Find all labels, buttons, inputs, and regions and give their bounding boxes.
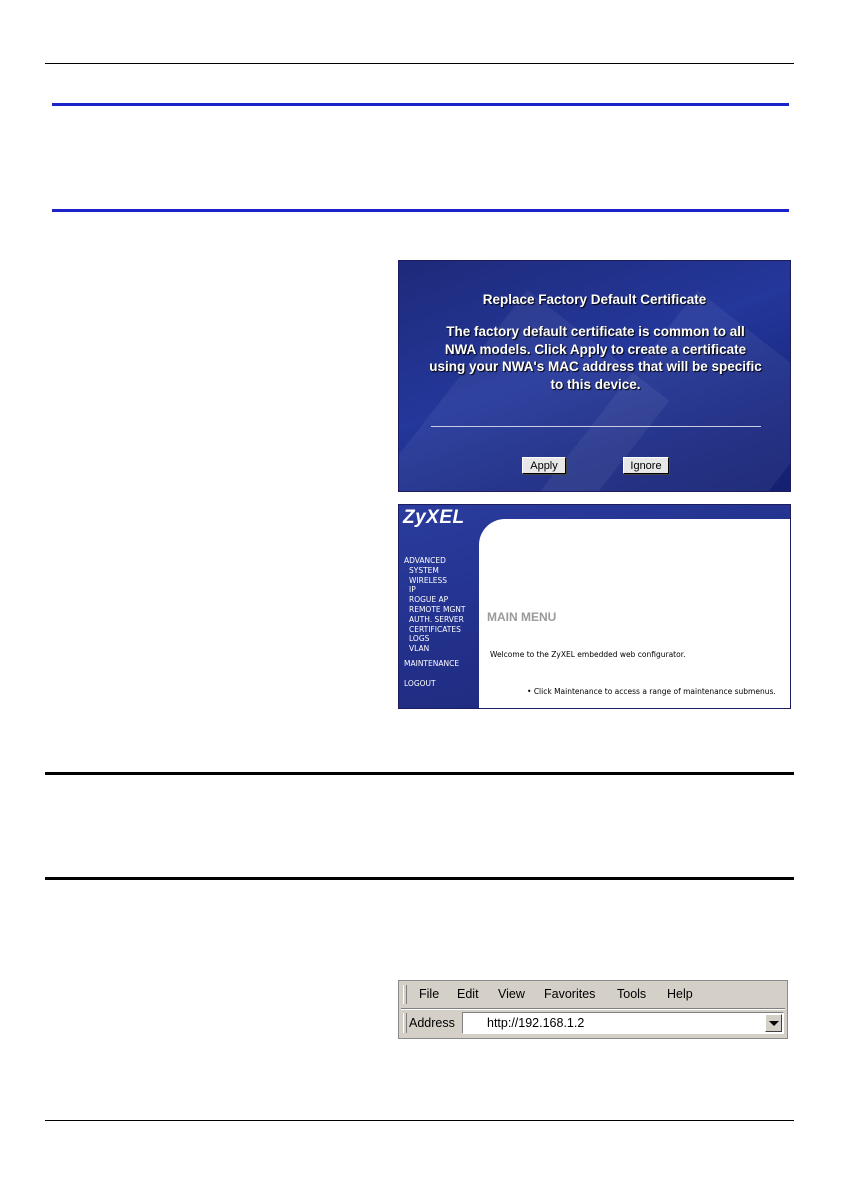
nav-logout[interactable]: LOGOUT: [404, 678, 436, 688]
nav-item-rogue-ap[interactable]: ROGUE AP: [409, 595, 449, 605]
nav-item-logs[interactable]: LOGS: [409, 634, 430, 644]
nav-item-certificates[interactable]: CERTIFICATES: [409, 624, 461, 634]
browser-toolbar: [398, 980, 788, 1039]
menu-view[interactable]: View: [498, 987, 525, 1001]
dialog-message: The factory default certificate is common to all NWA models. Click Apply to create a certificate using your NWA's MAC address that will be specific to this device.: [429, 324, 762, 392]
addressbar-grip[interactable]: [403, 1013, 407, 1033]
black-rule-top: [45, 772, 794, 775]
nav-advanced[interactable]: ADVANCED: [404, 556, 446, 565]
chevron-down-icon[interactable]: [765, 1014, 782, 1032]
sidebar-nav: [404, 556, 466, 689]
header-rule: [45, 63, 794, 64]
certificate-dialog: [398, 260, 791, 492]
ignore-button[interactable]: Ignore: [623, 457, 669, 474]
nav-item-wireless[interactable]: WIRELESS: [409, 575, 448, 585]
zyxel-logo: ZyXEL: [403, 507, 465, 528]
address-label: Address: [409, 1016, 455, 1030]
maintenance-bullet: • Click Maintenance to access a range of maintenance submenus.: [527, 687, 776, 696]
blue-rule-bottom: [52, 209, 789, 212]
dialog-title: Replace Factory Default Certificate: [482, 292, 707, 307]
nav-maintenance[interactable]: MAINTENANCE: [404, 658, 460, 668]
nav-item-auth-server[interactable]: AUTH. SERVER: [409, 614, 464, 624]
menu-edit[interactable]: Edit: [457, 987, 479, 1001]
menu-help[interactable]: Help: [667, 987, 693, 1001]
address-value: http://192.168.1.2: [487, 1016, 585, 1030]
main-menu-heading: MAIN MENU: [487, 610, 557, 624]
black-rule-bottom: [45, 877, 794, 880]
welcome-text: Welcome to the ZyXEL embedded web configurator.: [490, 650, 686, 659]
nav-item-vlan[interactable]: VLAN: [409, 644, 430, 654]
footer-rule: [45, 1120, 794, 1121]
menu-tools[interactable]: Tools: [617, 987, 647, 1001]
nav-item-ip[interactable]: IP: [409, 585, 416, 595]
main-menu-screen: [398, 504, 791, 709]
menu-file[interactable]: File: [419, 987, 440, 1001]
nav-item-system[interactable]: SYSTEM: [409, 565, 439, 575]
apply-button[interactable]: Apply: [522, 457, 566, 474]
dialog-divider: [431, 426, 761, 427]
toolbar-separator: [401, 1008, 785, 1010]
menubar-grip[interactable]: [403, 985, 407, 1004]
address-input[interactable]: [462, 1012, 784, 1034]
blue-rule-top: [52, 103, 789, 106]
nav-item-remote-mgnt[interactable]: REMOTE MGNT: [409, 604, 466, 614]
menu-favorites[interactable]: Favorites: [544, 987, 596, 1001]
